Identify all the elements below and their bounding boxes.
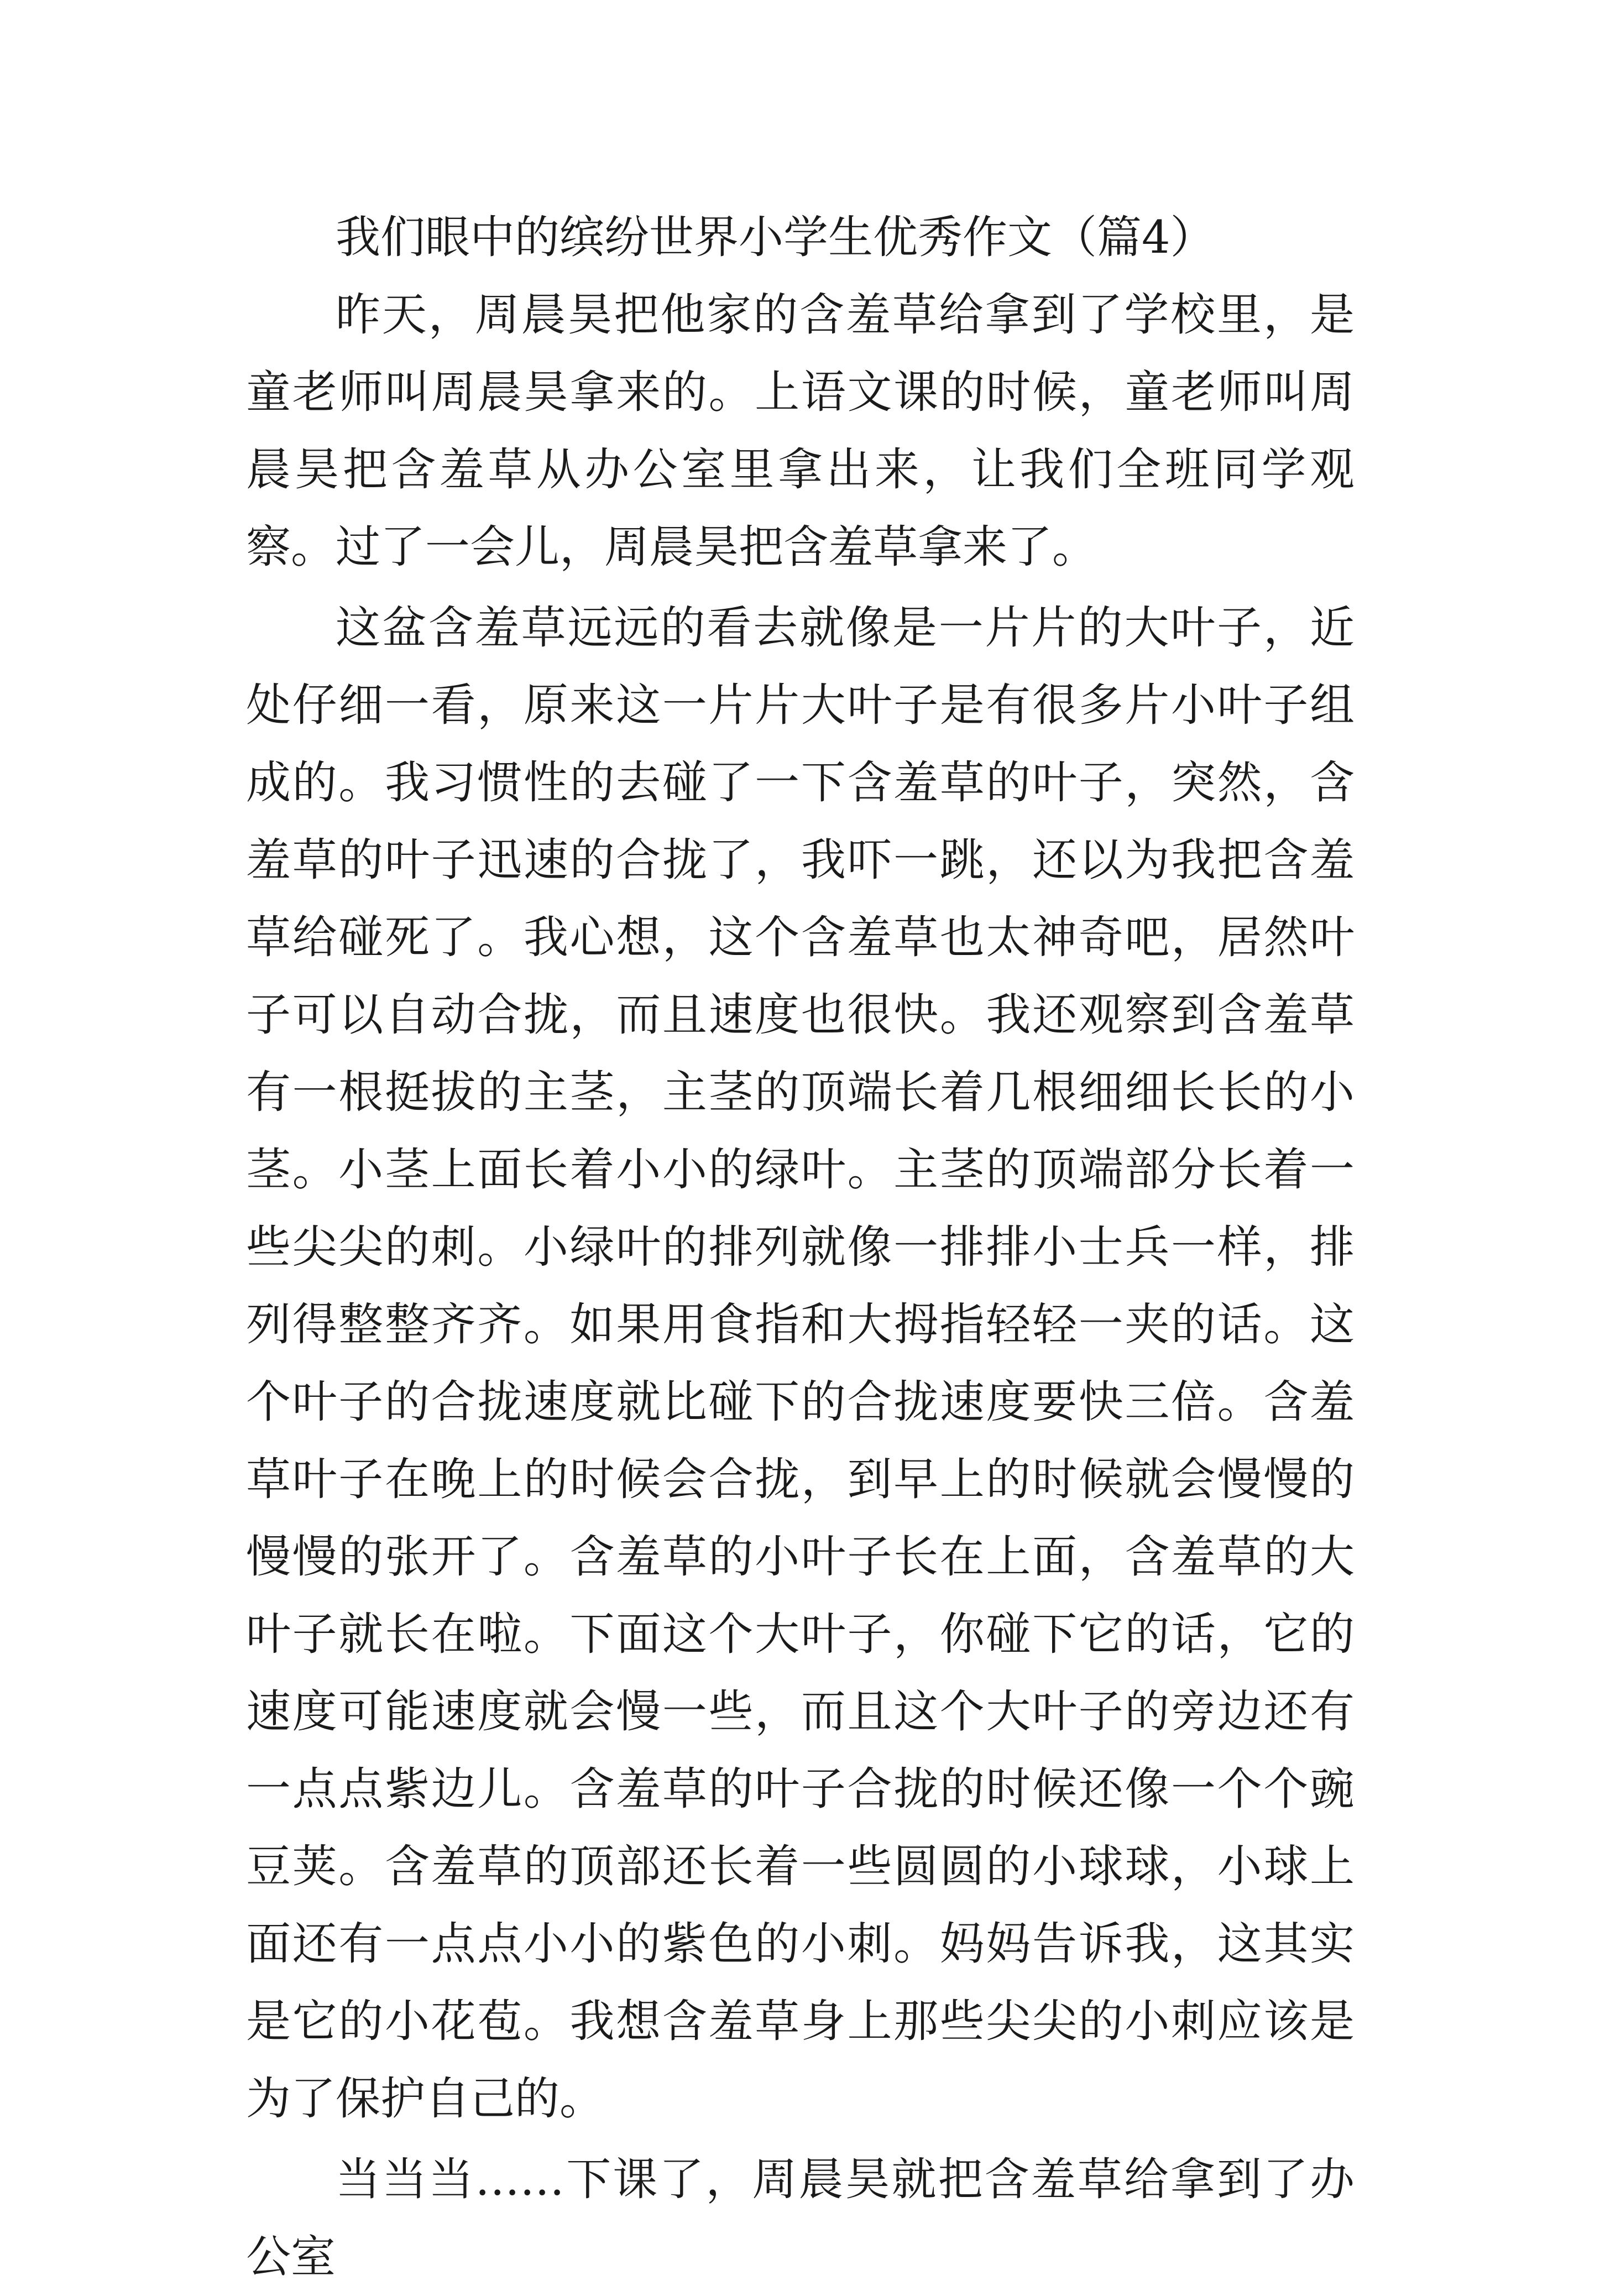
article-body bbox=[246, 199, 1355, 2296]
paragraph-3: 当当当……下课了，周晨昊就把含羞草给拿到了办公室 bbox=[246, 2154, 1355, 2283]
paragraph-2: 这盆含羞草远远的看去就像是一片片的大叶子，近处仔细一看，原来这一片片大叶子是有很多片小叶子组成的。我习惯性的去碰了一下含羞草的叶子，突然，含羞草的叶子迅速的合拢了，我吓一跳，还以为我把含羞草给碰死了。我心想，这个含羞草也太神奇吧，居然叶子可以自动合拢，而且速度也很快。我还观察到含羞草有一根挺拔的主茎，主茎的顶端长着几根细细长长的小茎。小茎上面长着小小的绿叶。主茎的顶端部分长着一些尖尖的刺。小绿叶的排列就像一排排小士兵一样，排列得整整齐齐。如果用食指和大拇指轻轻一夹的话。这个叶子的合拢速度就比碰下的合拢速度要快三倍。含羞草叶子在晚上的时候会合拢，到早上的时候就会慢慢的慢慢的张开了。含羞草的小叶子长在上面，含羞草的大叶子就长在啦。下面这个大叶子，你碰下它的话，它的速度可能速度就会慢一些，而且这个大叶子的旁边还有一点点紫边儿。含羞草的叶子合拢的时候还像一个个豌豆荚。含羞草的顶部还长着一些圆圆的小球球，小球上面还有一点点小小的紫色的小刺。妈妈告诉我，这其实是它的小花苞。我想含羞草身上那些尖尖的小刺应该是为了保护自己的。 bbox=[246, 602, 1355, 2125]
paragraph-1: 昨天，周晨昊把他家的含羞草给拿到了学校里，是童老师叫周晨昊拿来的。上语文课的时候，童老师叫周晨昊把含羞草从办公室里拿出来，让我们全班同学观察。过了一会儿，周晨昊把含羞草拿来了。 bbox=[246, 289, 1355, 573]
article-title: 我们眼中的缤纷世界小学生优秀作文（篇4） bbox=[336, 212, 1215, 264]
